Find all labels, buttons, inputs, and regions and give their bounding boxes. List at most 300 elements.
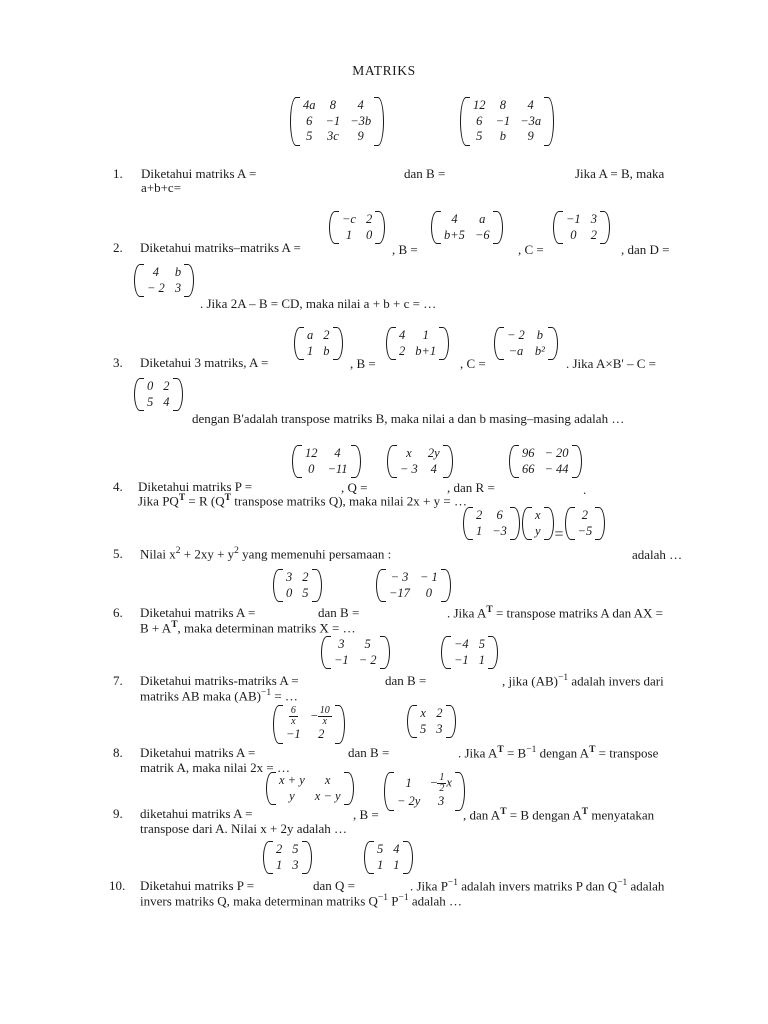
q6-tail-a: . Jika A <box>447 605 487 621</box>
matrix-cell: − 2y <box>397 794 421 808</box>
question-1-tail: Jika A = B, maka <box>575 166 665 181</box>
q7-matrix-a <box>320 637 391 673</box>
matrix-grid <box>337 212 377 243</box>
matrix-cell: 1 <box>405 775 412 790</box>
matrix-row <box>392 773 457 794</box>
matrix-cell: 3c <box>326 129 339 143</box>
q5-lead-b: + 2xy + y <box>180 546 235 562</box>
matrix-cell: −3 <box>492 523 507 538</box>
question-number-3: 3. <box>113 355 123 370</box>
matrix-cell: 12 <box>305 446 318 460</box>
q9-matrix-a <box>265 773 355 809</box>
q8-tail-d: = transpose <box>595 745 659 761</box>
transpose-symbol: T <box>497 745 504 755</box>
matrix-row <box>573 508 598 524</box>
matrix-cell: 4 <box>527 98 534 112</box>
q4-matrix-r <box>508 446 583 482</box>
matrix-grid <box>142 265 186 296</box>
matrix-cell: 5 <box>306 129 313 143</box>
q4-matrix-p <box>291 446 362 482</box>
matrix-row <box>300 446 353 462</box>
q8-exp: −1 <box>526 745 537 755</box>
matrix-grid <box>271 842 304 873</box>
matrix-cell: 3 <box>286 570 293 584</box>
matrix-cell: 3 <box>292 857 299 872</box>
matrix-grid <box>281 706 337 743</box>
matrix-cell: 0 <box>365 227 373 242</box>
matrix-cell: 5 <box>476 129 483 143</box>
q5-lead-c: yang memenuhi persamaan : <box>238 546 392 562</box>
matrix-row <box>384 570 443 586</box>
matrix-cell: −1 <box>454 652 469 667</box>
matrix-grid <box>394 328 441 359</box>
question-number-2: 2. <box>113 240 123 255</box>
question-3-lead: Diketahui 3 matriks, A = <box>140 355 269 370</box>
matrix-cell: 5 <box>147 394 154 409</box>
q3-matrix-a <box>293 328 344 364</box>
matrix-cell: −3a <box>520 113 542 128</box>
q8-matrix-a <box>272 706 346 748</box>
matrix-cell: −1 <box>334 652 349 667</box>
matrix-cell: 6 <box>306 113 313 128</box>
matrix-cell: − 2 <box>147 280 165 295</box>
fraction: $\frac{10}{x}$ <box>319 705 330 727</box>
matrix-row <box>274 773 346 789</box>
question-10-tail <box>410 878 664 894</box>
matrix-cell: 2 <box>365 212 373 226</box>
matrix-cell: a <box>479 212 486 226</box>
matrix-cell: 1 <box>422 328 429 342</box>
matrix-row <box>281 586 314 602</box>
question-2-sep3: , dan D = <box>621 242 670 257</box>
matrix-cell: 4 <box>451 212 458 226</box>
question-1-cont: a+b+c= <box>141 180 182 195</box>
matrix-cell: 3 <box>174 280 182 295</box>
q10-tail-a: . Jika P <box>410 878 448 894</box>
matrix-row <box>271 842 304 858</box>
matrix-cell: − 2 <box>358 652 377 667</box>
matrix-row <box>502 328 550 344</box>
q10-tail-b: adalah invers matriks P dan Q <box>458 878 618 894</box>
q10-tail-c: adalah <box>627 878 665 894</box>
q1-matrix-b <box>459 98 555 150</box>
matrix-row <box>415 706 448 722</box>
matrix-row <box>439 228 495 244</box>
q6-tail-b: = transpose matriks A dan AX = <box>492 605 664 621</box>
matrix-cell: y <box>534 523 541 538</box>
matrix-cell: x <box>406 446 412 460</box>
question-number-7: 7. <box>113 673 123 688</box>
matrix-cell: 2 <box>581 508 588 522</box>
matrix-row <box>281 570 314 586</box>
question-4-sep1: , Q = <box>341 480 368 495</box>
matrix-cell: 1 <box>377 857 384 872</box>
q5-exp1: 2 <box>175 546 181 556</box>
q10-exp: −1 <box>377 893 389 903</box>
matrix-grid <box>298 98 376 145</box>
matrix-cell: −1 <box>325 113 341 128</box>
matrix-grid <box>302 328 335 359</box>
question-5-tail: adalah … <box>632 547 683 562</box>
question-9-tail <box>463 807 654 823</box>
question-8-mid: dan B = <box>348 745 390 760</box>
matrix-cell: 12 <box>473 98 486 112</box>
q7-exp: −1 <box>557 673 569 683</box>
q8-tail-c: dengan A <box>536 745 590 761</box>
matrix-row <box>300 462 353 478</box>
matrix-row <box>142 379 175 395</box>
matrix-row <box>298 98 376 114</box>
question-8-tail <box>458 745 658 761</box>
transpose-symbol: T <box>171 620 178 630</box>
matrix-grid <box>395 446 445 477</box>
matrix-cell: b+1 <box>415 343 437 358</box>
question-number-1: 1. <box>113 166 123 181</box>
matrix-row <box>142 281 186 297</box>
matrix-cell: −5 <box>577 523 593 538</box>
matrix-cell: 2 <box>276 842 283 856</box>
q6-cont-a: B + A <box>140 620 172 636</box>
matrix-row <box>329 637 382 653</box>
matrix-row <box>468 114 546 130</box>
question-3-tail: . Jika A×B' – C = <box>566 356 656 371</box>
matrix-cell: 4 <box>399 328 406 342</box>
matrix-cell: 9 <box>527 129 534 143</box>
q5-lead-a: Nilai x <box>140 546 176 562</box>
transpose-symbol: T <box>486 605 493 615</box>
matrix-row <box>329 653 382 669</box>
matrix-row <box>271 858 304 874</box>
matrix-cell: 4a <box>303 98 316 112</box>
matrix-cell: 2 <box>399 343 406 358</box>
matrix-cell: 4 <box>357 98 364 112</box>
question-number-8: 8. <box>113 745 123 760</box>
matrix-row <box>337 228 377 244</box>
matrix-row <box>298 129 376 145</box>
matrix-row <box>468 98 546 114</box>
q5-exp2: 2 <box>234 546 239 556</box>
matrix-cell: −6 <box>474 227 490 242</box>
q8-tail-b: = B <box>503 745 527 761</box>
matrix-row <box>392 794 457 810</box>
fraction: $\frac{6}{x}$ <box>290 705 296 727</box>
matrix-grid <box>274 773 346 804</box>
matrix-cell: 3 <box>436 721 443 736</box>
matrix-cell: 0 <box>308 461 315 476</box>
q4-cont-b: = R (Q <box>185 493 225 509</box>
question-number-10: 10. <box>109 878 126 893</box>
q3-matrix-d <box>133 379 184 415</box>
matrix-row <box>415 722 448 738</box>
matrix-cell: −c <box>342 212 356 226</box>
matrix-row <box>394 344 441 360</box>
question-10-lead: Diketahui matriks P = <box>140 878 255 893</box>
question-5-lead <box>140 546 391 562</box>
matrix-grid <box>530 508 546 539</box>
matrix-row <box>281 706 337 727</box>
matrix-cell: 4 <box>152 265 160 279</box>
q6-matrix-a <box>272 570 323 606</box>
question-3-sep1: , B = <box>350 356 376 371</box>
q10-matrix-q <box>363 842 414 878</box>
matrix-cell: 1 <box>478 652 485 667</box>
matrix-grid <box>281 570 314 601</box>
matrix-cell: b <box>174 265 182 279</box>
q5-equation <box>462 508 606 544</box>
q1-matrix-a <box>289 98 385 150</box>
matrix-cell: 0 <box>570 227 577 242</box>
question-9-cont: transpose dari A. Nilai x + 2y adalah … <box>140 821 347 836</box>
question-number-9: 9. <box>113 806 123 821</box>
matrix-cell: 6 <box>496 508 503 522</box>
matrix-cell: a <box>307 328 314 342</box>
question-8-lead: Diketahui matriks A = <box>140 745 256 760</box>
matrix-cell: x + y <box>279 773 305 787</box>
fraction: $\frac{1}{2}$ <box>439 772 445 794</box>
matrix-row <box>502 344 550 360</box>
matrix-cell: 2 <box>318 727 325 741</box>
matrix-row <box>530 524 546 540</box>
matrix-row <box>449 637 490 653</box>
equals-sign: = <box>554 526 564 543</box>
matrix-grid <box>561 212 602 243</box>
transpose-symbol: T <box>500 807 507 817</box>
matrix-cell: 4 <box>393 842 400 856</box>
matrix-cell: −4 <box>454 637 469 651</box>
matrix-cell: b <box>536 328 543 342</box>
matrix-grid <box>502 328 550 359</box>
q2-matrix-c <box>552 212 611 248</box>
question-6-lead: Diketahui matriks A = <box>140 605 256 620</box>
matrix-cell: −1 <box>495 113 511 128</box>
question-3-sep2: , C = <box>460 356 486 371</box>
question-2-cont: . Jika 2A – B = CD, maka nilai a + b + c = … <box>200 296 437 311</box>
matrix-cell: 4 <box>163 394 170 409</box>
q7-tail-a: , jika (AB) <box>502 673 558 689</box>
matrix-cell: x <box>420 706 426 720</box>
matrix-cell: −1 <box>286 727 301 741</box>
matrix-grid <box>449 637 490 668</box>
transpose-symbol: T <box>178 493 186 503</box>
question-7-cont <box>140 688 298 704</box>
matrix-cell: 2 <box>163 379 170 393</box>
question-1-mid: dan B = <box>404 166 446 181</box>
matrix-cell: 3 <box>590 212 597 226</box>
question-3-cont: dengan B'adalah transpose matriks B, maka nilai a dan b masing–masing adalah … <box>192 411 625 426</box>
matrix-row <box>468 129 546 145</box>
matrix-row <box>573 524 598 540</box>
matrix-row <box>142 395 175 411</box>
q10-exp: −1 <box>617 878 628 888</box>
matrix-cell: 3 <box>438 794 445 808</box>
q9-matrix-b <box>383 773 466 815</box>
question-4-tail: . <box>583 482 587 497</box>
q7-tail-b: adalah invers dari <box>568 673 664 689</box>
q10-exp: −1 <box>447 878 459 888</box>
question-7-mid: dan B = <box>385 673 427 688</box>
q3-matrix-b <box>385 328 450 364</box>
matrix-cell <box>281 706 306 727</box>
matrix-cell: − 1 <box>419 570 438 584</box>
question-6-cont <box>140 620 356 636</box>
matrix-row <box>439 212 495 228</box>
question-9-lead: diketahui matriks A = <box>140 806 253 821</box>
q6-matrix-b <box>375 570 452 606</box>
question-2-lead: Diketahui matriks–matriks A = <box>140 240 301 255</box>
matrix-cell: 8 <box>329 98 336 112</box>
matrix-row <box>142 265 186 281</box>
question-6-mid: dan B = <box>318 605 360 620</box>
matrix-row <box>394 328 441 344</box>
q8-matrix-b <box>406 706 457 742</box>
matrix-row <box>395 462 445 478</box>
matrix-grid <box>372 842 405 873</box>
q10-cont-a: invers matriks Q, maka determinan matriks Q <box>140 893 378 909</box>
q7-matrix-b <box>440 637 499 673</box>
matrix-row <box>561 212 602 228</box>
matrix-cell: − $\frac{10}{x}$ <box>310 705 330 727</box>
matrix-cell: 2y <box>427 446 440 460</box>
matrix-cell: − 2 <box>507 328 525 342</box>
matrix-cell: − 44 <box>544 461 569 476</box>
matrix-cell: − 3 <box>400 461 418 476</box>
matrix-row <box>302 344 335 360</box>
matrix-cell: b² <box>534 343 545 358</box>
q4-cont-c: transpose matriks Q), maka nilai 2x + y = … <box>230 493 467 509</box>
q7-exp: −1 <box>260 688 272 698</box>
question-2-sep2: , C = <box>518 242 544 257</box>
question-number-6: 6. <box>113 605 123 620</box>
matrix-grid <box>142 379 175 410</box>
matrix-row <box>372 842 405 858</box>
matrix-cell: 6 <box>476 113 483 128</box>
matrix-cell: 5 <box>420 721 427 736</box>
question-4-lead: Diketahui matriks P = <box>138 479 253 494</box>
matrix-cell: x <box>534 508 541 522</box>
matrix-cell: 5 <box>292 842 299 856</box>
matrix-cell: − 20 <box>544 446 569 460</box>
matrix-row <box>561 228 602 244</box>
question-6-tail <box>447 605 663 621</box>
matrix-cell: −17 <box>389 585 410 600</box>
matrix-row <box>274 789 346 805</box>
q10-cont-c: adalah … <box>408 893 463 909</box>
matrix-cell: 4 <box>334 446 341 460</box>
matrix-row <box>384 586 443 602</box>
matrix-cell: 5 <box>364 637 371 651</box>
q10-cont-b: P <box>388 893 399 909</box>
matrix-cell: 5 <box>478 637 485 651</box>
question-4-cont <box>138 493 467 509</box>
matrix-grid <box>439 212 495 243</box>
matrix-cell: b <box>323 343 330 358</box>
matrix-cell: 1 <box>345 227 353 242</box>
matrix-cell: 5 <box>377 842 384 856</box>
transpose-symbol: T <box>224 493 231 503</box>
q4-cont-a: Jika PQ <box>138 493 179 509</box>
matrix-row <box>471 508 512 524</box>
page-title: MATRIKS <box>352 63 416 78</box>
question-9-sep1: , B = <box>353 807 379 822</box>
matrix-cell: −a <box>508 343 524 358</box>
matrix-cell: 8 <box>499 98 506 112</box>
matrix-cell: − $\frac{1}{2}$ x <box>430 772 452 794</box>
q9-tail-c: menyatakan <box>588 807 655 823</box>
question-number-5: 5. <box>113 546 123 561</box>
matrix-cell: 0 <box>286 585 293 600</box>
matrix-row <box>449 653 490 669</box>
transpose-symbol: T <box>589 745 596 755</box>
matrix-row <box>517 446 574 462</box>
matrix-row <box>281 727 337 743</box>
q10-exp: −1 <box>398 893 409 903</box>
matrix-grid <box>384 570 443 601</box>
matrix-row <box>372 858 405 874</box>
q8-tail-a: . Jika A <box>458 745 498 761</box>
question-8-cont: matrik A, maka nilai 2x = … <box>140 760 290 775</box>
matrix-cell: 4 <box>430 461 437 476</box>
question-2-sep1: , B = <box>392 242 418 257</box>
matrix-grid <box>415 706 448 737</box>
q2-matrix-a <box>328 212 386 248</box>
matrix-grid <box>471 508 512 539</box>
question-4-sep2: , dan R = <box>447 480 495 495</box>
matrix-cell: 66 <box>522 461 535 476</box>
matrix-cell: 0 <box>147 379 154 393</box>
question-1-lead: Diketahui matriks A = <box>141 166 257 181</box>
matrix-cell: 2 <box>590 227 597 242</box>
matrix-grid <box>468 98 546 145</box>
matrix-cell: − 3 <box>390 570 409 584</box>
matrix-cell: y <box>289 788 295 803</box>
matrix-grid <box>517 446 574 477</box>
transpose-symbol: T <box>581 807 589 817</box>
matrix-cell: 0 <box>425 585 432 600</box>
matrix-cell: 3 <box>338 637 345 651</box>
matrix-cell: x − y <box>314 788 341 803</box>
matrix-cell: 1 <box>393 857 400 872</box>
matrix-cell: x <box>324 773 331 787</box>
matrix-cell: −3b <box>350 113 372 128</box>
matrix-row <box>337 212 377 228</box>
q7-cont-a: matriks AB maka (AB) <box>140 688 261 704</box>
matrix-cell: b <box>499 129 506 143</box>
matrix-cell: 1 <box>307 343 314 358</box>
matrix-cell: b+5 <box>444 227 465 242</box>
q2-matrix-b <box>430 212 504 248</box>
q6-cont-b: , maka determinan matriks X = … <box>177 620 356 636</box>
q4-matrix-q <box>386 446 454 482</box>
question-7-lead: Diketahui matriks-matriks A = <box>140 673 299 688</box>
matrix-cell: 2 <box>476 508 483 522</box>
matrix-grid <box>573 508 598 539</box>
q3-matrix-c <box>493 328 559 364</box>
question-10-mid: dan Q = <box>313 878 355 893</box>
question-number-4: 4. <box>113 479 123 494</box>
matrix-row <box>517 462 574 478</box>
question-10-cont <box>140 893 462 909</box>
q7-cont-b: = … <box>271 688 298 704</box>
matrix-row <box>302 328 335 344</box>
matrix-grid <box>300 446 353 477</box>
matrix-cell: −11 <box>327 461 348 476</box>
question-7-tail <box>502 673 664 689</box>
q9-tail-a: , dan A <box>463 807 501 823</box>
matrix-cell: 5 <box>302 585 309 600</box>
matrix-cell: 1 <box>276 857 283 872</box>
matrix-cell: 1 <box>476 523 483 538</box>
matrix-cell: −1 <box>566 212 581 226</box>
